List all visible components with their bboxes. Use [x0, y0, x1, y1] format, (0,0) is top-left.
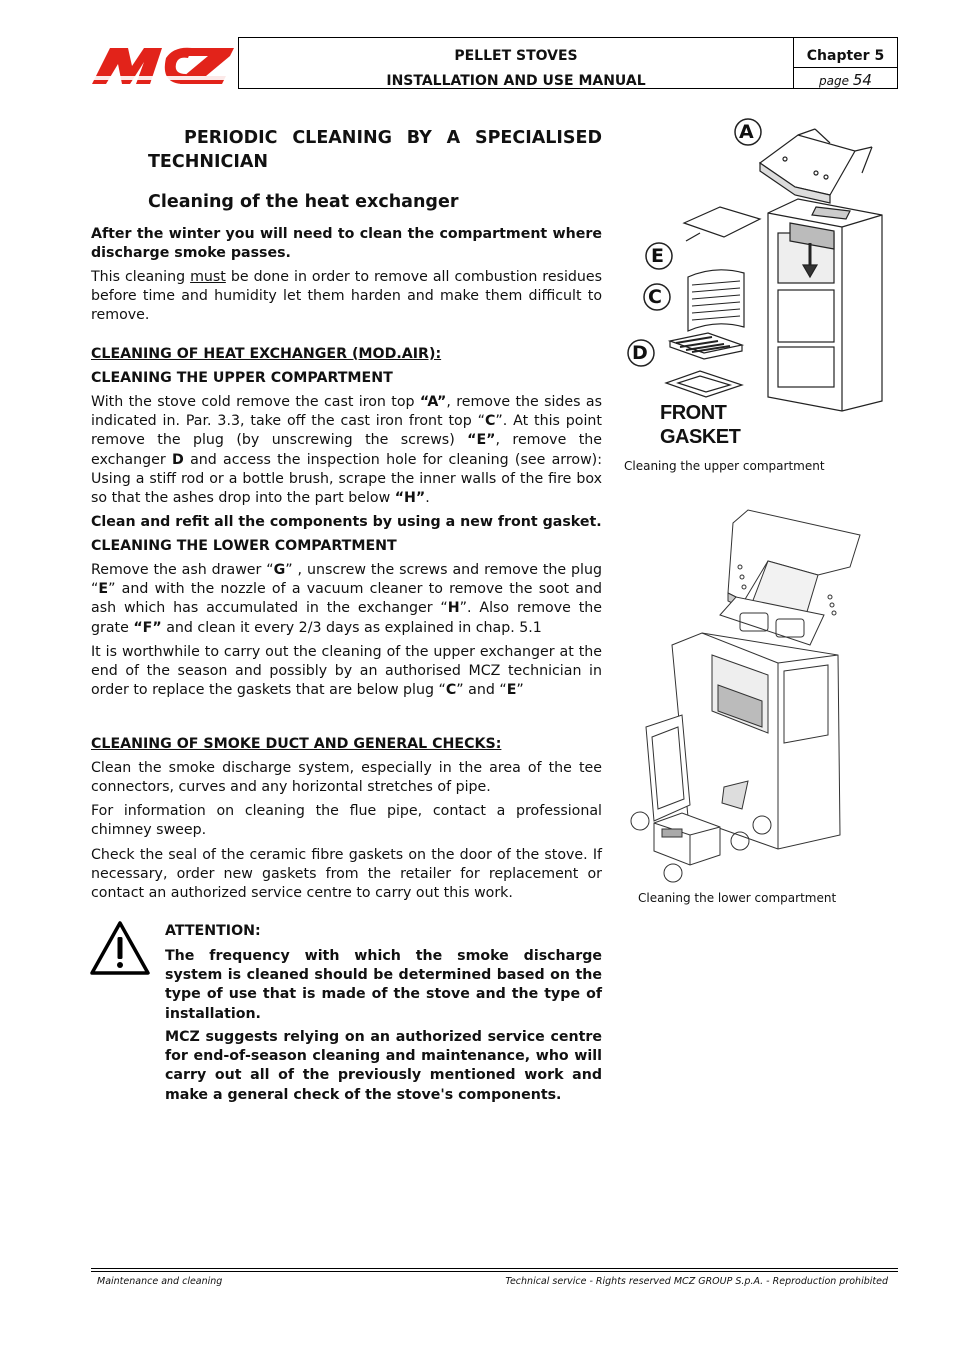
label-a: A — [739, 121, 754, 143]
page-number: page 54 — [819, 71, 872, 89]
warning-icon — [89, 920, 151, 976]
smoke-paragraph-1: Clean the smoke discharge system, especially in the area of the tee connectors, curves and any horizontal stretches of pipe. — [91, 760, 602, 796]
footer-rule-2 — [91, 1271, 898, 1272]
upper-compartment-figure — [620, 115, 890, 460]
header-chapter-box — [793, 37, 898, 89]
intro-paragraph: This cleaning must be done in order to remove all combustion residues before time and humidity let them harden and make them difficult to remove. — [91, 269, 603, 324]
label-e: E — [651, 245, 664, 267]
smoke-heading: CLEANING OF SMOKE DUCT AND GENERAL CHECKS: — [91, 736, 502, 752]
lower-figure-caption: Cleaning the lower compartment — [638, 891, 837, 905]
attention-paragraph-2: MCZ suggests relying on an authorized service centre for end-of-season cleaning and maintenance, who will carry out all of the previously mentioned work and make a general check of the stove's components. — [165, 1029, 602, 1103]
header-title-box — [238, 37, 794, 89]
footer-left-text: Maintenance and cleaning — [97, 1276, 223, 1287]
front-gasket-label: FRONT GASKET — [660, 402, 741, 448]
header-title-2: INSTALLATION AND USE MANUAL — [386, 73, 646, 89]
lower-compartment-figure — [628, 505, 878, 885]
section-title: PERIODIC CLEANING BY A SPECIALISED TECHNICIAN — [148, 128, 602, 172]
section-subtitle: Cleaning of the heat exchanger — [148, 192, 459, 212]
refit-bold: Clean and refit all the components by using a new front gasket. — [91, 514, 602, 530]
footer-right-text: Technical service - Rights reserved MCZ GROUP S.p.A. - Reproduction prohibited — [505, 1276, 888, 1287]
upper-paragraph: With the stove cold remove the cast iron top “A”, remove the sides as indicated in. Par. 3.3, take off the cast iron front top “C”. At this point remove the plug (by unscrewing the screws) “E”, remove the exchanger D and access the inspection hole for cleaning (see arrow): Using a stiff rod or a bottle brush, scrape the inner walls of the fire box so that the ashes drop into the part below “H”. — [91, 394, 603, 507]
label-c: C — [648, 286, 662, 308]
mcz-logo — [88, 38, 238, 90]
footer-rule — [91, 1268, 898, 1269]
label-d: D — [632, 342, 648, 364]
chapter-label: Chapter 5 — [806, 48, 885, 64]
intro-bold: After the winter you will need to clean the compartment where discharge smoke passes. — [91, 226, 602, 262]
worthwhile-paragraph: It is worthwhile to carry out the cleaning of the upper exchanger at the end of the season and possibly by an authorised MCZ technician in order to replace the gaskets that are below plug “C” and “E” — [91, 644, 602, 699]
attention-title: ATTENTION: — [165, 923, 261, 939]
upper-figure-caption: Cleaning the upper compartment — [624, 459, 825, 473]
header-title-1: PELLET STOVES — [454, 48, 578, 64]
lower-heading: CLEANING THE LOWER COMPARTMENT — [91, 538, 397, 554]
smoke-paragraph-2: For information on cleaning the flue pipe, contact a professional chimney sweep. — [91, 803, 602, 839]
attention-paragraph-1: The frequency with which the smoke discharge system is cleaned should be determined based on the type of use that is made of the stove and the type of installation. — [165, 948, 602, 1022]
exchanger-heading: CLEANING OF HEAT EXCHANGER (MOD.AIR): — [91, 346, 442, 362]
smoke-paragraph-3: Check the seal of the ceramic fibre gaskets on the door of the stove. If necessary, order new gaskets from the retailer for replacement or contact an authorized service centre to carry out this work. — [91, 847, 602, 902]
lower-paragraph: Remove the ash drawer “G” , unscrew the screws and remove the plug “E” and with the nozzle of a vacuum cleaner to remove the soot and ash which has accumulated in the exchanger “H”. Also remove the grate “F” and clean it every 2/3 days as explained in chap. 5.1 — [91, 562, 602, 636]
upper-heading: CLEANING THE UPPER COMPARTMENT — [91, 370, 393, 386]
